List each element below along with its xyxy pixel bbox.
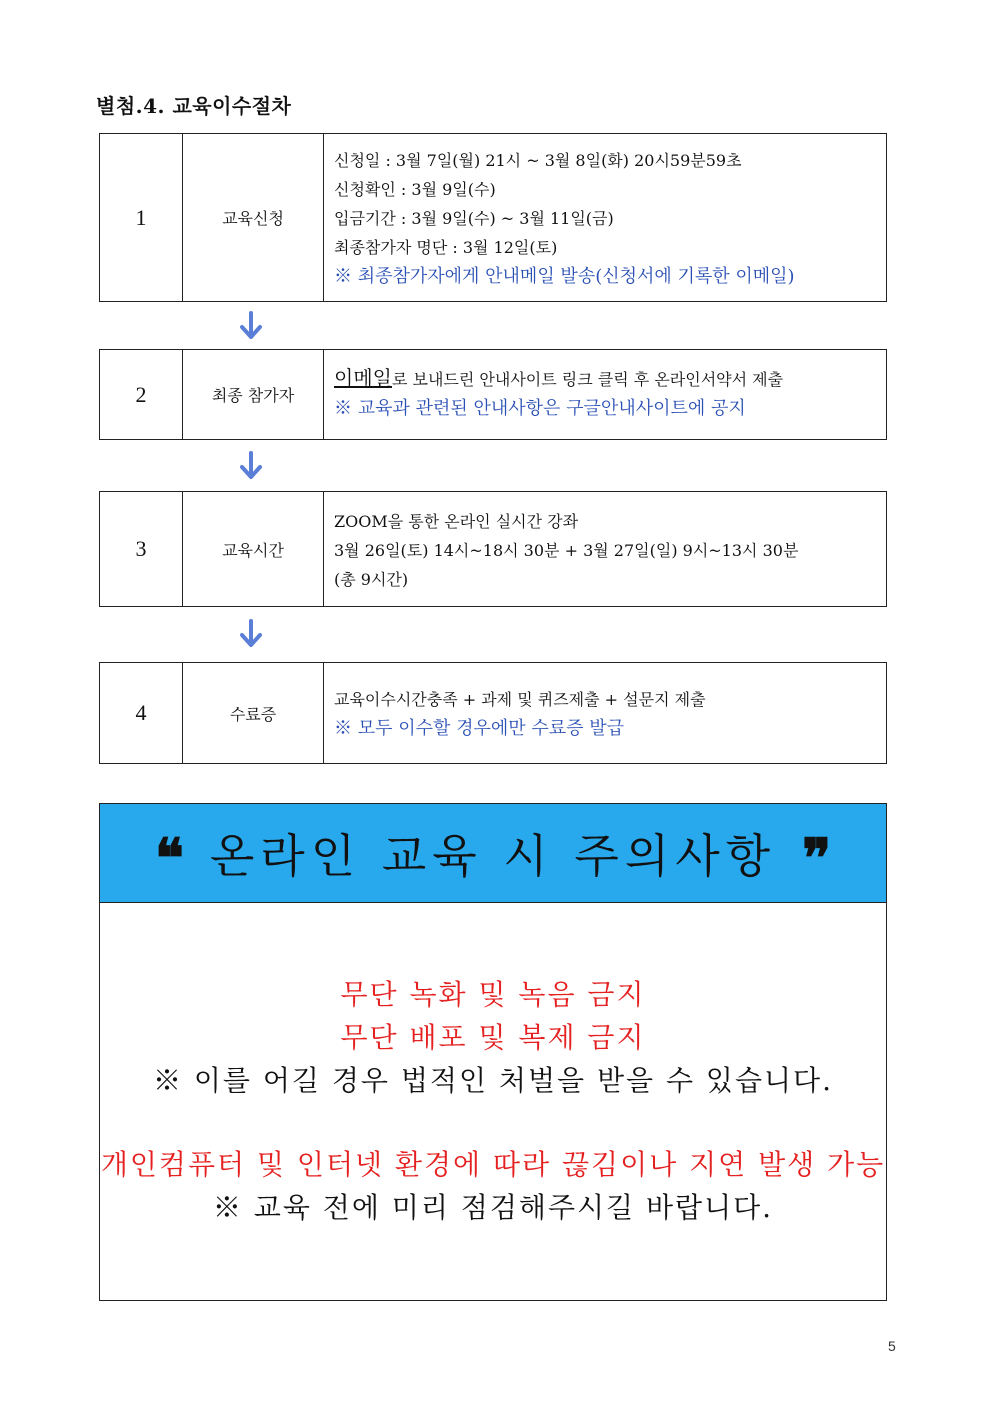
notice-title: 온라인 교육 시 주의사항 bbox=[209, 829, 777, 883]
step-content bbox=[324, 663, 886, 763]
step-number: 1 bbox=[100, 134, 183, 301]
warning-line: 개인컴퓨터 및 인터넷 환경에 따라 끊김이나 지연 발생 가능 bbox=[100, 1148, 886, 1181]
page-heading: 별첨.4. 교육이수절차 bbox=[96, 94, 292, 118]
open-quote-icon: ❝ bbox=[154, 829, 184, 889]
notice-box bbox=[99, 803, 887, 1301]
step-2-row bbox=[99, 349, 887, 440]
notice-body bbox=[100, 903, 886, 1229]
step-line: 입금기간 : 3월 9일(수) ~ 3월 11일(금) bbox=[334, 209, 614, 228]
notice-header bbox=[100, 804, 886, 903]
step-line: (총 9시간) bbox=[334, 569, 409, 589]
step-name: 교육신청 bbox=[183, 134, 324, 301]
step-content bbox=[324, 492, 886, 606]
step-line-rest: 로 보내드린 안내사이트 링크 클릭 후 온라인서약서 제출 bbox=[391, 370, 784, 389]
step-number: 3 bbox=[100, 492, 183, 606]
step-number: 2 bbox=[100, 350, 183, 439]
warning-line: 무단 녹화 및 녹음 금지 bbox=[340, 978, 646, 1011]
step-note: ※ 교육과 관련된 안내사항은 구글안내사이트에 공지 bbox=[334, 398, 746, 419]
arrow-down-icon bbox=[238, 451, 264, 481]
close-quote-icon: ❞ bbox=[802, 829, 832, 889]
step-line bbox=[334, 364, 878, 394]
step-3-row bbox=[99, 491, 887, 607]
step-name: 교육시간 bbox=[183, 492, 324, 606]
step-number: 4 bbox=[100, 663, 183, 763]
arrow-down-icon bbox=[238, 619, 264, 649]
step-1-row bbox=[99, 133, 887, 302]
step-line: 신청확인 : 3월 9일(수) bbox=[334, 180, 496, 199]
step-line: 신청일 : 3월 7일(월) 21시 ~ 3월 8일(화) 20시59분59초 bbox=[334, 151, 742, 170]
step-content bbox=[324, 350, 886, 439]
page-number: 5 bbox=[888, 1338, 896, 1354]
step-4-row bbox=[99, 662, 887, 764]
arrow-down-icon bbox=[238, 311, 264, 341]
step-content bbox=[324, 134, 886, 301]
step-note: ※ 최종참가자에게 안내메일 발송(신청서에 기록한 이메일) bbox=[334, 266, 795, 287]
step-line: 3월 26일(토) 14시~18시 30분 + 3월 27일(일) 9시~13시 30분 bbox=[334, 540, 799, 560]
email-emphasis: 이메일 bbox=[334, 366, 392, 390]
step-line: ZOOM을 통한 온라인 실시간 강좌 bbox=[334, 511, 579, 531]
step-line: 교육이수시간충족 + 과제 및 퀴즈제출 + 설문지 제출 bbox=[334, 690, 706, 709]
step-line: 최종참가자 명단 : 3월 12일(토) bbox=[334, 238, 558, 257]
warning-line: 무단 배포 및 복제 금지 bbox=[340, 1021, 646, 1054]
notice-line: ※ 이를 어길 경우 법적인 처벌을 받을 수 있습니다. bbox=[152, 1064, 834, 1097]
step-name: 최종 참가자 bbox=[183, 350, 324, 439]
notice-line: ※ 교육 전에 미리 점검해주시길 바랍니다. bbox=[212, 1191, 774, 1224]
step-note: ※ 모두 이수할 경우에만 수료증 발급 bbox=[334, 718, 625, 739]
step-name: 수료증 bbox=[183, 663, 324, 763]
